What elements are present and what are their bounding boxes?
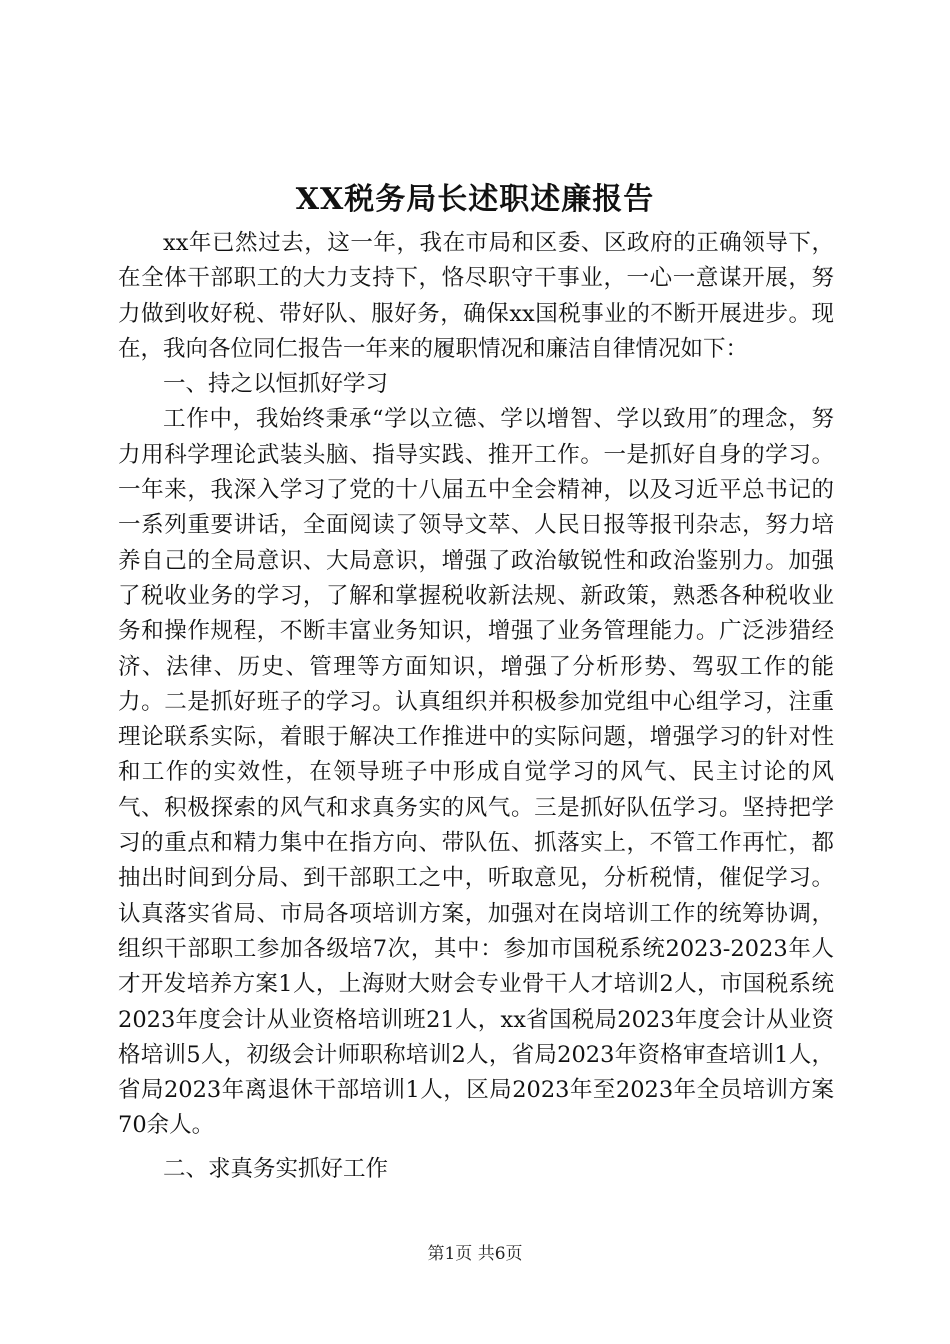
document-body (118, 226, 834, 1187)
intro-paragraph: xx年已然过去，这一年，我在市局和区委、区政府的正确领导下，在全体干部职工的大力支持下，恪尽职守干事业，一心一意谋开展，努力做到收好税、带好队、服好务，确保xx国税事业的不断开展进步。现在，我向各位同仁报告一年来的履职情况和廉洁自律情况如下： (118, 230, 834, 362)
section-1-paragraph: 工作中，我始终秉承“学以立德、学以增智、学以致用″的理念，努力用科学理论武装头脑、指导实践、推开工作。一是抓好自身的学习。一年来，我深入学习了党的十八届五中全会精神，以及习近平总书记的一系列重要讲话，全面阅读了领导文萃、人民日报等报刊杂志，努力培养自己的全局意识、大局意识，增强了政治敏锐性和政治鉴别力。加强了税收业务的学习，了解和掌握税收新法规、新政策，熟悉各种税收业务和操作规程，不断丰富业务知识，增强了业务管理能力。广泛涉猎经济、法律、历史、管理等方面知识，增强了分析形势、驾驭工作的能力。二是抓好班子的学习。认真组织并积极参加党组中心组学习，注重理论联系实际，着眼于解决工作推进中的实际问题，增强学习的针对性和工作的实效性，在领导班子中形成自觉学习的风气、民主讨论的风气、积极探索的风气和求真务实的风气。三是抓好队伍学习。坚持把学习的重点和精力集中在指方向、带队伍、抓落实上，不管工作再忙，都抽出时间到分局、到干部职工之中，听取意见，分析税情，催促学习。认真落实省局、市局各项培训方案，加强对在岗培训工作的统筹协调，组织干部职工参加各级培7次，其中：参加市国税系统2023-2023年人才开发培养方案1人，上海财大财会专业骨干人才培训2人，市国税系统2023年度会计从业资格培训班21人，xx省国税局2023年度会计从业资格培训5人，初级会计师职称培训2人，省局2023年资格审查培训1人，省局2023年离退休干部培训1人，区局2023年至2023年全员培训方案70余人。 (118, 406, 834, 1139)
section-heading-2: 二、求真务实抓好工作 (163, 1155, 389, 1182)
document-title: XX税务局长述职述廉报告 (295, 182, 655, 217)
section-heading-1: 一、持之以恒抓好学习 (163, 371, 389, 398)
page-footer: 第1页 共6页 (427, 1244, 523, 1264)
